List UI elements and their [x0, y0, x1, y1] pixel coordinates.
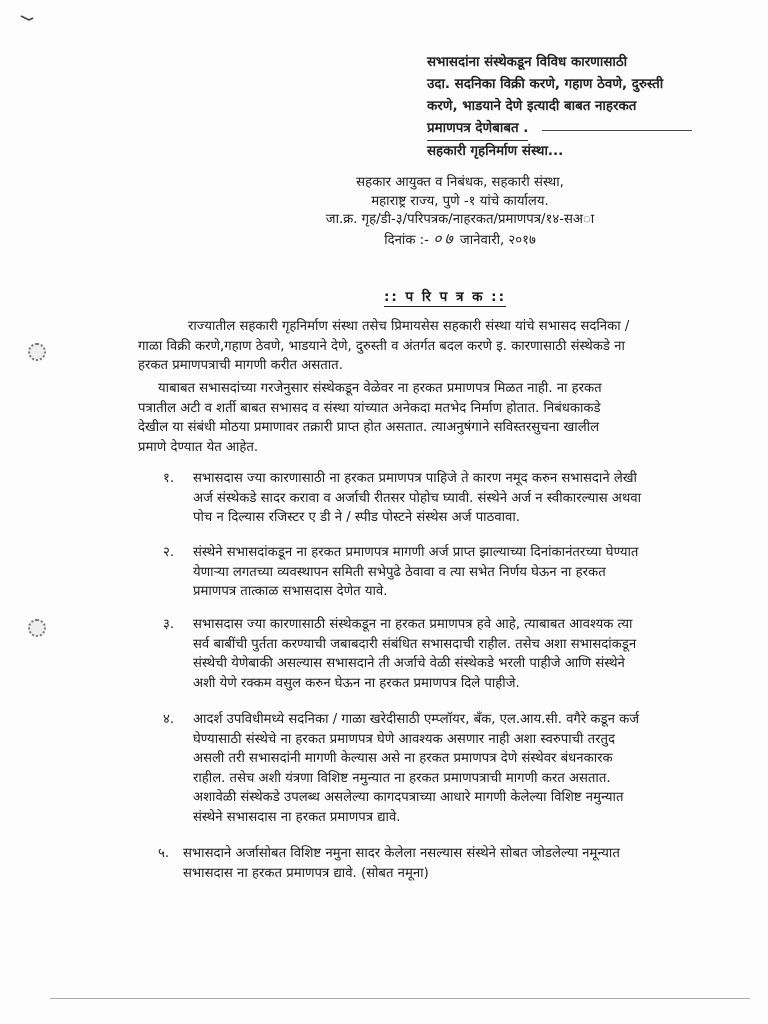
subject-line: सभासदांना संस्थेकडून विविध कारणासाठी — [427, 55, 628, 70]
item-line: संस्थेने सभासदास ना हरकत प्रमाणपत्र द्यावे. — [193, 809, 401, 825]
paragraph-line: राज्यातील सहकारी गृहनिर्माण संस्था तसेच प्रिमायसेस सहकारी संस्था यांचे सभासद सदनिका / — [188, 319, 630, 334]
item-line: येणाऱ्या लगतच्या व्यवस्थापन समिती सभेपुढे ठेवावा व त्या सभेत निर्णय घेऊन ना हरकत — [193, 564, 606, 580]
bottom-edge-line — [50, 998, 750, 999]
item-line: सभासदाने अर्जासोबत विशिष्ट नमुना सादर केलेला नसल्यास संस्थेने सोबत जोडलेल्या नमून्यात — [183, 846, 620, 861]
subject-line: प्रमाणपत्र देणेबाबत . — [427, 118, 528, 141]
office-line: सहकार आयुक्त व निबंधक, सहकारी संस्था, — [356, 175, 564, 190]
punch-hole — [28, 619, 46, 637]
circular-title: :: प रि प त्र क :: — [384, 289, 506, 305]
punch-hole — [28, 343, 46, 361]
paragraph-line: देखील या संबंधी मोठया प्रमाणावर तक्रारी प्राप्त होत असतात. त्याअनुषंगाने सविस्तरसुचना खालील — [138, 420, 600, 435]
subject-line: करणे, भाडयाने देणे इत्यादी बाबत नाहरकत — [427, 99, 637, 114]
date-label: दिनांक :- — [384, 232, 429, 248]
item-line: सर्व बाबींची पुर्तता करण्याची जबाबदारी संबंधित सभासदाची राहील. तसेच अशा सभासदांकडून — [193, 636, 637, 652]
item-line: राहील. तसेच अशी यंत्रणा विशिष्ट नमुन्यात ना हरकत प्रमाणपत्राची मागणी करत असतात. — [193, 770, 611, 786]
item-line: सभासदास ज्या कारणासाठी ना हरकत प्रमाणपत्र पाहिजे ते कारण नमूद करुन सभासदाने लेखी — [193, 471, 637, 486]
item-line: असली तरी सभासदांनी मागणी केल्यास असे ना हरकत प्रमाणपत्र देणे संस्थेवर बंधनकारक — [193, 751, 613, 766]
date-month-year: जानेवारी, २०१७ — [459, 232, 536, 248]
item-line: प्रमाणपत्र तात्काळ सभासदास देणेत यावे. — [193, 584, 388, 599]
date-day: ०७ — [433, 228, 456, 248]
corner-mark — [20, 14, 34, 24]
office-block — [300, 174, 620, 250]
item-line: सभासदास ना हरकत प्रमाणपत्र द्यावे. (सोबत नमूना) — [183, 865, 429, 881]
subject-block — [427, 52, 727, 163]
item-number: ५. — [158, 846, 170, 861]
intro-paragraph-1 — [138, 317, 713, 376]
paragraph-line: प्रमाणे देण्यात येत आहेत. — [138, 439, 259, 455]
reference-number: जा.क्र. गृह/डी-३/परिपत्रक/नाहरकत/प्रमाणपत्र/१४-सअा — [325, 212, 595, 227]
item-number: १. — [163, 471, 175, 486]
paragraph-line: पत्रातील अटी व शर्ती बाबत सभासद व संस्था यांच्यात अनेकदा मतभेद निर्माण होतात. निबंधकाकडे — [138, 400, 601, 416]
item-line: अशी येणे रक्कम वसुल करुन घेऊन ना हरकत प्रमाणपत्र दिले पाहीजे. — [193, 675, 520, 691]
item-line: सभासदास ज्या कारणासाठी संस्थेकडून ना हरकत प्रमाणपत्र हवे आहे, त्याबाबत आवश्यक त्या — [193, 617, 633, 632]
item-line: संस्थेची येणेबाकी असल्यास सभासदाने ती अर्जाचे वेळी संस्थेकडे भरली पाहीजे आणि संस्थेने — [193, 656, 625, 671]
subject-line: उदा. सदनिका विक्री करणे, गहाण ठेवणे, दुरुस्ती — [427, 77, 664, 92]
item-line: घेण्यासाठी संस्थेचे ना हरकत प्रमाणपत्र घेणे आवश्यक असणार नाही अशा स्वरुपाची तरतुद — [193, 731, 616, 747]
intro-paragraph-2 — [138, 379, 713, 457]
item-number: ३. — [163, 617, 175, 632]
item-line: संस्थेने सभासदांकडून ना हरकत प्रमाणपत्र मागणी अर्ज प्राप्त झाल्याच्या दिनांकानंतरच्या घेण्यात — [193, 545, 639, 560]
item-line: अशावेळी संस्थेकडे उपलब्ध असलेल्या कागदपत्राच्या आधारे मागणी केलेल्या विशिष्ट नमुन्यात — [193, 790, 624, 805]
item-number: २. — [163, 545, 175, 560]
item-line: आदर्श उपविधीमध्ये सदनिका / गाळा खरेदीसाठी एम्प्लॉयर, बँक, एल.आय.सी. वगैरे कडून कर्ज — [193, 712, 640, 727]
item-number: ४. — [163, 712, 175, 727]
date-line — [300, 230, 620, 251]
office-line: महाराष्ट्र राज्य, पुणे -१ यांचे कार्यालय. — [371, 193, 549, 209]
paragraph-line: याबाबत सभासदांच्या गरजेनुसार संस्थेकडून वेळेवर ना हरकत प्रमाणपत्र मिळत नाही. ना हरकत — [158, 381, 602, 396]
paragraph-line: हरकत प्रमाणपत्राची मागणी करीत असतात. — [138, 358, 343, 373]
item-line: अर्ज संस्थेकडे सादर करावा व अर्जाची रीतसर पोहोच घ्यावी. संस्थेने अर्ज न स्वीकारल्यास अथवा — [193, 490, 642, 506]
subject-line: सहकारी गृहनिर्माण संस्था... — [427, 144, 564, 159]
paragraph-line: गाळा विक्री करणे,गहाण ठेवणे, भाडयाने देणे, दुरुस्ती व अंतर्गत बदल करणे इ. कारणासाठी संस्थेकडे ना — [138, 338, 625, 354]
subject-underline — [542, 130, 692, 131]
item-line: पोच न दिल्यास रजिस्टर ए डी ने / स्पीड पोस्टने संस्थेस अर्ज पाठवावा. — [193, 510, 520, 525]
